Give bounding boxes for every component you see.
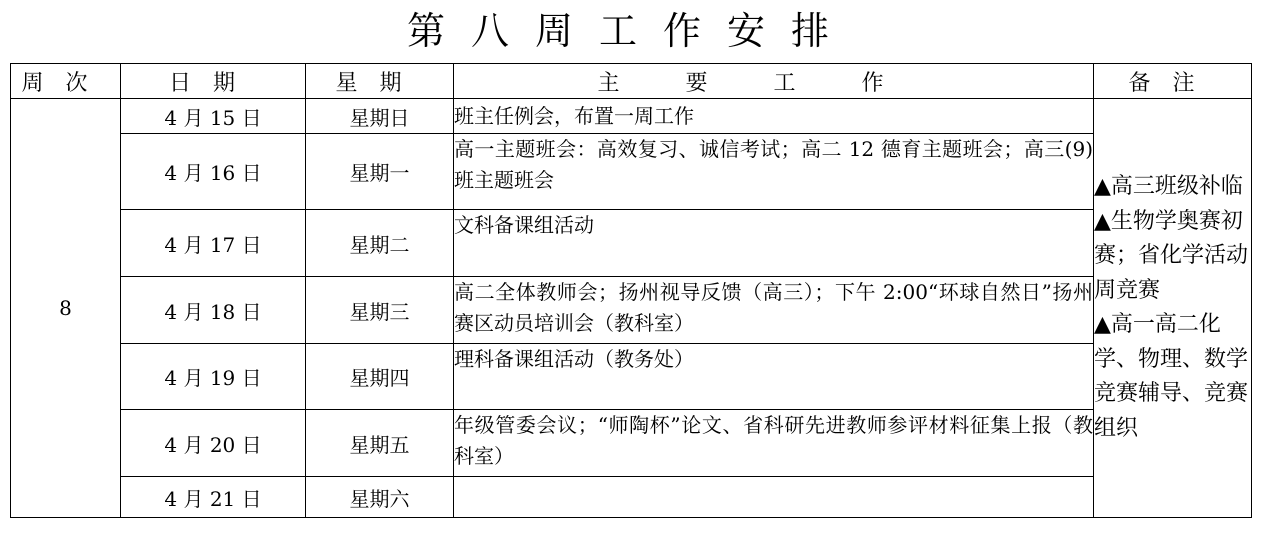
date-cell: 4 月 16 日 (121, 134, 306, 210)
weekday-cell: 星期二 (306, 210, 454, 277)
header-notes: 备注 (1094, 64, 1252, 99)
weekday-cell: 星期五 (306, 410, 454, 477)
work-cell: 高二全体教师会；扬州视导反馈（高三）；下午 2:00“环球自然日”扬州赛区动员培训会（教科室） (454, 277, 1094, 344)
schedule-table (10, 63, 1252, 518)
header-weekday: 星期 (306, 64, 454, 99)
date-cell: 4 月 21 日 (121, 477, 306, 518)
note-item: ▲高一高二化学、物理、数学竞赛辅导、竞赛组织 (1094, 312, 1249, 441)
week-number: 8 (11, 99, 121, 518)
work-cell: 年级管委会议；“师陶杯”论文、省科研先进教师参评材料征集上报（教科室） (454, 410, 1094, 477)
header-date: 日期 (121, 64, 306, 99)
header-work: 主要工作 (454, 64, 1094, 99)
date-cell: 4 月 15 日 (121, 99, 306, 134)
page-title: 第八周工作安排 (406, 9, 855, 53)
header-week: 周次 (11, 64, 121, 99)
table-row (11, 277, 1252, 344)
weekday-cell: 星期三 (306, 277, 454, 344)
weekday-cell: 星期日 (306, 99, 454, 134)
work-cell: 班主任例会，布置一周工作 (454, 99, 1094, 134)
date-cell: 4 月 19 日 (121, 344, 306, 410)
date-cell: 4 月 20 日 (121, 410, 306, 477)
weekday-cell: 星期四 (306, 344, 454, 410)
weekday-cell: 星期一 (306, 134, 454, 210)
date-cell: 4 月 17 日 (121, 210, 306, 277)
work-cell: 理科备课组活动（教务处） (454, 344, 1094, 410)
work-cell: 文科备课组活动 (454, 210, 1094, 277)
table-row (11, 477, 1252, 518)
notes-cell (1094, 99, 1252, 518)
note-item: ▲生物学奥赛初赛；省化学活动周竞赛 (1094, 208, 1249, 303)
table-row (11, 99, 1252, 134)
table-row (11, 134, 1252, 210)
table-row (11, 410, 1252, 477)
work-cell (454, 477, 1094, 518)
table-row (11, 344, 1252, 410)
weekday-cell: 星期六 (306, 477, 454, 518)
header-row (11, 64, 1252, 99)
note-item: ▲高三班级补临 (1094, 174, 1243, 199)
table-row (11, 210, 1252, 277)
work-cell: 高一主题班会：高效复习、诚信考试；高二 12 德育主题班会；高三(9)班主题班会 (454, 134, 1094, 210)
date-cell: 4 月 18 日 (121, 277, 306, 344)
